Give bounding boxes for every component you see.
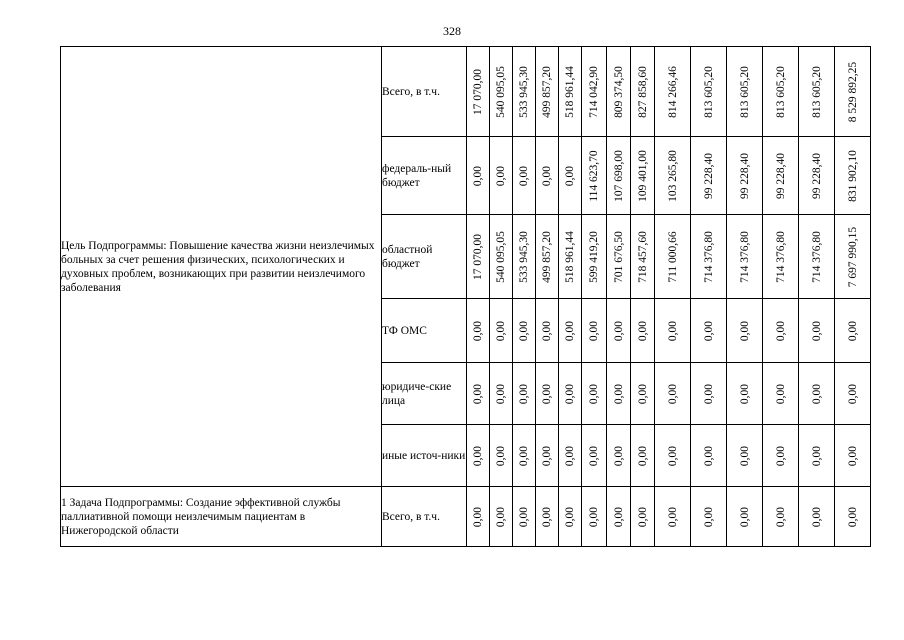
value-cell (631, 299, 655, 363)
value-cell (691, 425, 727, 487)
value-cell (607, 425, 631, 487)
value-text: 599 419,20 (588, 230, 600, 283)
value-text: 0,00 (636, 445, 649, 466)
value-text: 711 000,66 (666, 230, 679, 283)
value-text: 99 228,40 (810, 152, 823, 199)
value-text: 714 042,90 (588, 65, 600, 118)
value-text: 0,00 (588, 383, 600, 404)
value-cell (607, 215, 631, 299)
value-cell (467, 487, 490, 547)
value-cell (763, 47, 799, 137)
value-cell (631, 47, 655, 137)
value-text: 714 376,80 (738, 230, 751, 283)
value-text: 17 070,00 (472, 68, 484, 115)
value-cell (655, 363, 691, 425)
value-text: 0,00 (636, 320, 649, 341)
value-cell (559, 47, 582, 137)
value-text: 0,00 (846, 383, 859, 404)
value-text: 114 623,70 (588, 149, 600, 202)
value-cell (763, 215, 799, 299)
value-cell (536, 299, 559, 363)
value-text: 0,00 (612, 383, 625, 404)
value-text: 0,00 (846, 320, 859, 341)
value-cell (559, 215, 582, 299)
value-text: 0,00 (541, 320, 553, 341)
value-cell (799, 487, 835, 547)
value-text: 0,00 (738, 320, 751, 341)
value-cell (799, 47, 835, 137)
value-cell (691, 299, 727, 363)
value-cell (559, 137, 582, 215)
value-text: 0,00 (738, 506, 751, 527)
funding-source-label: Всего, в т.ч. (382, 47, 467, 137)
value-text: 0,00 (564, 320, 576, 341)
funding-source-label: Всего, в т.ч. (382, 487, 467, 547)
value-cell (536, 215, 559, 299)
value-cell (582, 47, 607, 137)
value-text: 99 228,40 (774, 152, 787, 199)
funding-source-label: областной бюджет (382, 215, 467, 299)
value-cell (799, 363, 835, 425)
value-text: 0,00 (810, 383, 823, 404)
value-cell (536, 487, 559, 547)
value-cell (835, 487, 871, 547)
value-cell (835, 47, 871, 137)
value-text: 7 697 990,15 (846, 226, 859, 287)
value-text: 0,00 (472, 383, 484, 404)
value-text: 0,00 (518, 445, 530, 466)
value-cell (763, 299, 799, 363)
value-text: 0,00 (636, 383, 649, 404)
value-cell (607, 363, 631, 425)
value-cell (582, 363, 607, 425)
value-text: 518 961,44 (564, 65, 576, 118)
value-text: 499 857,20 (541, 230, 553, 283)
value-cell (467, 363, 490, 425)
value-cell (467, 137, 490, 215)
goal-description: Цель Подпрограммы: Повышение качества жизни неизлечимых больных за счет решения физических, психологических и духовных проблем, возникающих при развитии неизлечимого заболевания (61, 47, 382, 487)
value-text: 718 457,60 (636, 230, 649, 283)
value-cell (536, 425, 559, 487)
value-cell (536, 137, 559, 215)
value-text: 109 401,00 (636, 149, 649, 202)
value-text: 0,00 (612, 445, 625, 466)
value-cell (799, 137, 835, 215)
value-cell (490, 47, 513, 137)
value-cell (582, 425, 607, 487)
page-number: 328 (443, 24, 461, 38)
value-text: 0,00 (810, 506, 823, 527)
value-text: 814 266,46 (666, 65, 679, 118)
value-text: 0,00 (846, 506, 859, 527)
value-text: 0,00 (495, 506, 507, 527)
value-cell (655, 137, 691, 215)
value-text: 499 857,20 (541, 65, 553, 118)
value-cell (763, 425, 799, 487)
value-cell (536, 47, 559, 137)
value-text: 540 095,05 (495, 65, 507, 118)
value-text: 0,00 (666, 445, 679, 466)
value-cell (691, 47, 727, 137)
value-text: 813 605,20 (774, 65, 787, 118)
table-row (61, 47, 871, 137)
value-cell (513, 137, 536, 215)
value-text: 0,00 (472, 506, 484, 527)
value-cell (763, 487, 799, 547)
value-cell (631, 215, 655, 299)
value-text: 0,00 (518, 320, 530, 341)
value-text: 0,00 (564, 165, 576, 186)
task-description: 1 Задача Подпрограммы: Создание эффективной службы паллиативной помощи неизлечимым пациентам в Нижегородской области (61, 487, 382, 547)
value-text: 0,00 (810, 320, 823, 341)
value-text: 813 605,20 (738, 65, 751, 118)
value-cell (763, 137, 799, 215)
value-text: 99 228,40 (738, 152, 751, 199)
value-text: 103 265,80 (666, 149, 679, 202)
value-text: 0,00 (702, 320, 715, 341)
value-cell (727, 487, 763, 547)
value-text: 0,00 (666, 383, 679, 404)
value-cell (799, 299, 835, 363)
value-text: 0,00 (810, 445, 823, 466)
value-text: 0,00 (774, 383, 787, 404)
value-text: 0,00 (495, 383, 507, 404)
value-text: 0,00 (702, 506, 715, 527)
value-cell (467, 215, 490, 299)
value-text: 17 070,00 (472, 233, 484, 280)
value-text: 0,00 (541, 445, 553, 466)
value-cell (655, 425, 691, 487)
value-text: 0,00 (564, 445, 576, 466)
value-cell (607, 299, 631, 363)
value-text: 540 095,05 (495, 230, 507, 283)
value-cell (607, 487, 631, 547)
value-text: 0,00 (666, 320, 679, 341)
value-cell (582, 299, 607, 363)
value-cell (490, 215, 513, 299)
value-cell (559, 363, 582, 425)
value-cell (691, 363, 727, 425)
value-text: 0,00 (495, 320, 507, 341)
value-cell (607, 47, 631, 137)
value-cell (835, 363, 871, 425)
value-cell (799, 215, 835, 299)
value-cell (467, 299, 490, 363)
value-text: 0,00 (774, 320, 787, 341)
value-cell (727, 363, 763, 425)
value-cell (631, 425, 655, 487)
value-cell (582, 137, 607, 215)
value-cell (691, 137, 727, 215)
value-cell (513, 487, 536, 547)
value-text: 813 605,20 (702, 65, 715, 118)
value-cell (727, 47, 763, 137)
value-cell (727, 215, 763, 299)
value-cell (727, 137, 763, 215)
value-text: 831 902,10 (846, 149, 859, 202)
funding-source-label: иные источ-ники (382, 425, 467, 487)
value-text: 714 376,80 (774, 230, 787, 283)
value-cell (513, 299, 536, 363)
value-cell (559, 299, 582, 363)
value-text: 0,00 (518, 506, 530, 527)
value-text: 0,00 (846, 445, 859, 466)
value-cell (835, 215, 871, 299)
value-text: 0,00 (702, 445, 715, 466)
value-cell (691, 215, 727, 299)
value-cell (513, 215, 536, 299)
value-text: 0,00 (588, 445, 600, 466)
value-text: 813 605,20 (810, 65, 823, 118)
value-text: 0,00 (738, 383, 751, 404)
value-cell (655, 299, 691, 363)
value-text: 0,00 (702, 383, 715, 404)
value-cell (607, 137, 631, 215)
value-text: 533 945,30 (518, 65, 530, 118)
value-cell (631, 137, 655, 215)
value-cell (763, 363, 799, 425)
value-cell (490, 137, 513, 215)
value-cell (490, 363, 513, 425)
value-text: 518 961,44 (564, 230, 576, 283)
value-cell (513, 425, 536, 487)
value-text: 0,00 (588, 506, 600, 527)
value-text: 0,00 (612, 506, 625, 527)
funding-source-label: юридиче-ские лица (382, 363, 467, 425)
value-text: 0,00 (588, 320, 600, 341)
value-cell (655, 215, 691, 299)
value-cell (835, 137, 871, 215)
value-text: 0,00 (636, 506, 649, 527)
value-text: 0,00 (472, 445, 484, 466)
table-row (61, 487, 871, 547)
value-cell (835, 425, 871, 487)
value-text: 701 676,50 (612, 230, 625, 283)
value-cell (727, 425, 763, 487)
value-text: 0,00 (518, 165, 530, 186)
value-text: 0,00 (472, 165, 484, 186)
value-text: 0,00 (774, 506, 787, 527)
value-text: 714 376,80 (810, 230, 823, 283)
value-text: 0,00 (612, 320, 625, 341)
value-text: 0,00 (666, 506, 679, 527)
value-cell (582, 487, 607, 547)
value-text: 0,00 (564, 506, 576, 527)
value-cell (490, 487, 513, 547)
value-text: 0,00 (541, 506, 553, 527)
value-cell (691, 487, 727, 547)
value-text: 0,00 (518, 383, 530, 404)
value-text: 0,00 (774, 445, 787, 466)
value-cell (727, 299, 763, 363)
value-text: 0,00 (495, 445, 507, 466)
funding-table (60, 46, 871, 547)
value-cell (513, 363, 536, 425)
value-cell (631, 363, 655, 425)
funding-source-label: федераль-ный бюджет (382, 137, 467, 215)
value-cell (559, 487, 582, 547)
value-cell (536, 363, 559, 425)
value-text: 8 529 892,25 (846, 61, 859, 122)
funding-source-label: ТФ ОМС (382, 299, 467, 363)
value-text: 99 228,40 (702, 152, 715, 199)
value-text: 809 374,50 (612, 65, 625, 118)
value-text: 714 376,80 (702, 230, 715, 283)
value-cell (655, 487, 691, 547)
value-cell (490, 299, 513, 363)
value-cell (490, 425, 513, 487)
value-text: 533 945,30 (518, 230, 530, 283)
value-text: 827 858,60 (636, 65, 649, 118)
value-text: 0,00 (472, 320, 484, 341)
value-cell (559, 425, 582, 487)
value-cell (582, 215, 607, 299)
value-cell (631, 487, 655, 547)
value-cell (655, 47, 691, 137)
value-text: 0,00 (541, 383, 553, 404)
value-cell (467, 47, 490, 137)
value-cell (799, 425, 835, 487)
value-text: 0,00 (495, 165, 507, 186)
value-text: 0,00 (738, 445, 751, 466)
value-cell (467, 425, 490, 487)
value-text: 0,00 (564, 383, 576, 404)
value-cell (513, 47, 536, 137)
value-text: 0,00 (541, 165, 553, 186)
value-text: 107 698,00 (612, 149, 625, 202)
value-cell (835, 299, 871, 363)
